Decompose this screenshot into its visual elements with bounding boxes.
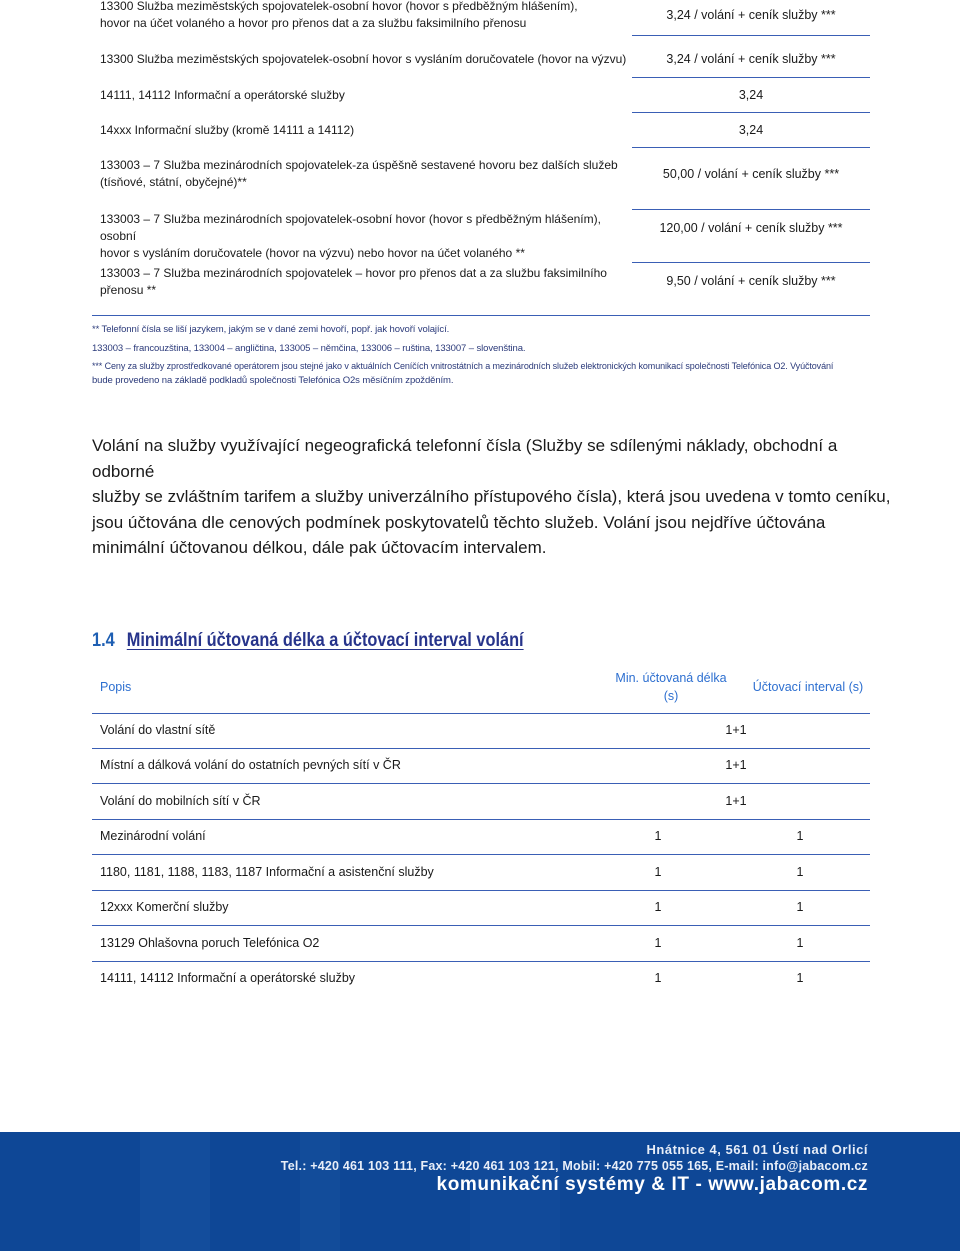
row-divider	[632, 147, 870, 148]
row-divider	[92, 819, 870, 820]
footer-contacts: Tel.: +420 461 103 111, Fax: +420 461 103 121, Mobil: +420 775 055 165, E-mail: info@jabacom.cz	[280, 1159, 868, 1173]
row-divider	[92, 315, 870, 316]
table-row-desc: 1180, 1181, 1188, 1183, 1187 Informační a asistenční služby	[100, 865, 434, 879]
section-heading	[92, 630, 524, 652]
table-row-interval: 1	[796, 936, 804, 950]
row-divider	[92, 748, 870, 749]
table-row-desc: 12xxx Komerční služby	[100, 900, 229, 914]
price-row-desc: 13300 Služba meziměstských spojovatelek-osobní hovor s vysláním doručovatele (hovor na výzvu)	[100, 52, 627, 66]
column-header-interval: Účtovací interval (s)	[752, 680, 864, 694]
price-row-price: 50,00 / volání + ceník služby ***	[662, 167, 840, 181]
footnote-language-codes: 133003 – francouzština, 133004 – angličtina, 133005 – němčina, 133006 – ruština, 133007 – slovenština.	[92, 343, 526, 354]
row-divider	[632, 262, 870, 263]
section-number: 1.4	[92, 630, 115, 651]
table-row-interval: 1	[796, 865, 804, 879]
price-row-desc: 14111, 14112 Informační a operátorské služby	[100, 88, 345, 102]
footer-slogan: komunikační systémy & IT - www.jabacom.cz	[436, 1174, 868, 1195]
row-divider	[632, 35, 870, 36]
table-row-min: 1	[654, 936, 662, 950]
price-row-price: 9,50 / volání + ceník služby ***	[666, 274, 836, 288]
table-row-interval: 1	[796, 900, 804, 914]
table-row-min: 1	[654, 865, 662, 879]
table-row-desc: 14111, 14112 Informační a operátorské služby	[100, 971, 356, 985]
price-row-price: 3,24	[738, 123, 764, 137]
footer-banner	[0, 1132, 960, 1251]
row-divider	[92, 961, 870, 962]
row-divider	[92, 854, 870, 855]
price-row-desc: 133003 – 7 Služba mezinárodních spojovatelek-osobní hovor (hovor s předběžným hlášením), osobní hovor s vysláním doručovatele (hovor na výzvu) nebo hovor na účet volaného **	[100, 212, 601, 260]
table-row-desc: 13129 Ohlašovna poruch Telefónica O2	[100, 936, 320, 950]
row-divider	[92, 925, 870, 926]
footer-stripe	[300, 1132, 340, 1251]
table-row-interval: 1	[796, 971, 804, 985]
table-row-min: 1	[654, 829, 662, 843]
footnote-languages: ** Telefonní čísla se liší jazykem, jakým se v dané zemi hovoří, popř. jak hovoří volající.	[92, 324, 450, 335]
row-divider	[632, 209, 870, 210]
column-header-min: Min. účtovaná délka (s)	[615, 671, 727, 703]
table-row-desc: Mezinárodní volání	[100, 829, 206, 843]
table-row-min: 1	[654, 900, 662, 914]
price-row-price: 3,24 / volání + ceník služby ***	[666, 8, 836, 22]
table-row-min: 1+1	[725, 794, 747, 808]
table-row-desc: Volání do mobilních sítí v ČR	[100, 794, 261, 808]
table-row-min: 1+1	[725, 723, 747, 737]
column-header-desc: Popis	[100, 680, 132, 694]
footnote-prices-cont: bude provedeno na základě podkladů společnosti Telefónica O2s měsíčním zpožděním.	[92, 375, 454, 386]
table-row-min: 1	[654, 971, 662, 985]
table-row-min: 1+1	[725, 758, 747, 772]
price-row-price: 3,24 / volání + ceník služby ***	[666, 52, 836, 66]
footer-address: Hnátnice 4, 561 01 Ústí nad Orlicí	[646, 1142, 868, 1157]
row-divider	[632, 112, 870, 113]
price-row-desc: 13300 Služba meziměstských spojovatelek-osobní hovor (hovor s předběžným hlášením), hovor na účet volaného a hovor pro přenos dat a za službu faksimilního přenosu	[100, 0, 578, 30]
price-row-desc: 133003 – 7 Služba mezinárodních spojovatelek-za úspěšně sestavené hovoru bez dalších služeb (tísňové, státní, obyčejné)**	[100, 158, 618, 189]
price-row-desc: 14xxx Informační služby (kromě 14111 a 14112)	[100, 123, 355, 137]
price-row-price: 3,24	[738, 88, 764, 102]
table-row-desc: Místní a dálková volání do ostatních pevných sítí v ČR	[100, 758, 401, 772]
section-title: Minimální účtovaná délka a účtovací interval volání	[126, 630, 524, 651]
row-divider	[92, 890, 870, 891]
table-row-interval: 1	[796, 829, 804, 843]
price-row-price: 120,00 / volání + ceník služby ***	[659, 221, 843, 235]
row-divider	[92, 783, 870, 784]
price-row-desc: 133003 – 7 Služba mezinárodních spojovatelek – hovor pro přenos dat a za službu faksimilního přenosu **	[100, 266, 607, 297]
footer-stripe	[140, 1132, 210, 1251]
row-divider	[632, 77, 870, 78]
footnote-prices: *** Ceny za služby zprostředkované operátorem jsou stejné jako v aktuálních Ceníčích vnitrostátních a mezinárodních služeb elektronických komunikací společnosti Telefónica O2. Vyúčtování	[92, 361, 834, 371]
header-divider	[92, 713, 870, 714]
table-row-desc: Volání do vlastní sítě	[100, 723, 216, 737]
intro-paragraph: Volání na služby využívající negeografická telefonní čísla (Služby se sdílenými náklady, obchodní a odborné služby se zvláštním tarifem a služby univerzálního přístupového čísla), která jsou uvedena v tomto ceníku, jsou účtována dle cenových podmínek poskytovatelů těchto služeb. Volání jsou nejdříve účtována minimální účtovanou délkou, dále pak účtovacím intervalem.	[92, 436, 891, 557]
